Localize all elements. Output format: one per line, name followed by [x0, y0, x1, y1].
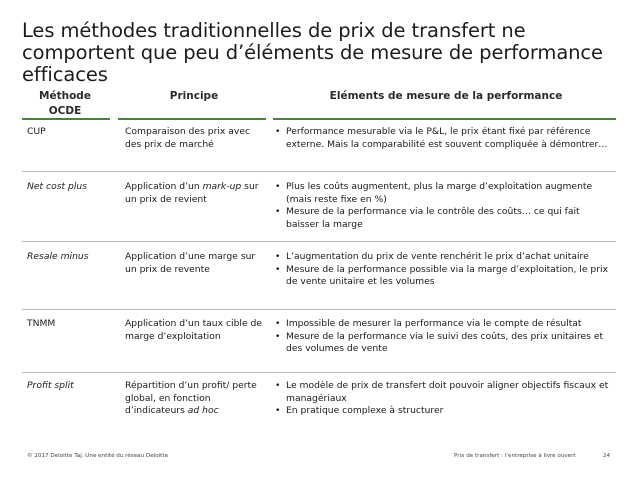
- header-principe-label: Principe: [169, 90, 219, 102]
- row-4-bullet-2: • Mesure de la performance via le suivi des coûts, des prix unitaires et des volumes de vente: [274, 331, 614, 356]
- row-5-principe-italic: ad hoc: [187, 405, 219, 417]
- row-2-bullet-2: • Mesure de la performance via le contrôle des coûts… ce qui fait baisser la marge: [274, 206, 614, 231]
- header-principe: [125, 89, 263, 104]
- row-3-bullet-1: • L’augmentation du prix de vente renchérit le prix d’achat unitaire: [274, 251, 614, 264]
- row-2-bullet-1: • Plus les coûts augmentent, plus la marge d’exploitation augmente (mais reste fixe en %): [274, 181, 614, 206]
- header-rule-methode: [22, 118, 110, 120]
- header-elements-label: Eléments de mesure de la performance: [329, 90, 563, 102]
- row-5-bullet-1: • Le modèle de prix de transfert doit pouvoir aligner objectifs fiscaux et managériaux: [274, 380, 614, 405]
- footer-page-number: 24: [603, 453, 611, 459]
- row-1-elements: [274, 126, 614, 151]
- row-divider-3: [22, 309, 616, 310]
- footer-copyright: © 2017 Deloitte Taj. Une entité du réseau Deloitte: [27, 453, 169, 459]
- header-methode-label: Méthode OCDE: [39, 90, 91, 117]
- row-2-elements: [274, 181, 614, 231]
- row-1-bullet-1: • Performance mesurable via le P&L, le prix étant fixé par référence externe. Mais la comparabilité est souvent compliquée à démontrer…: [274, 126, 614, 151]
- slide-title: Les méthodes traditionnelles de prix de transfert ne comportent que peu d’éléments de mesure de performance efficaces: [22, 19, 603, 86]
- row-5-principe-text: Répartition d’un profit/ perte global, en fonction d’indicateurs: [125, 380, 257, 417]
- row-5-elements: [274, 380, 614, 418]
- row-1-principe-text: Comparaison des prix avec des prix de marché: [125, 126, 251, 150]
- footer-doc-title: Prix de transfert : l’entreprise à livre ouvert: [454, 453, 576, 459]
- row-4-elements: [274, 318, 614, 356]
- row-5-method: Profit split: [27, 380, 74, 391]
- row-2-principe: [125, 181, 265, 206]
- row-4-principe-text: Application d’un taux cible de marge d’exploitation: [125, 318, 263, 342]
- header-elements: [278, 89, 614, 104]
- row-4-bullet-1: • Impossible de mesurer la performance via le compte de résultat: [274, 318, 614, 331]
- row-divider-2: [22, 241, 616, 242]
- row-divider-1: [22, 171, 616, 172]
- row-3-bullet-2: • Mesure de la performance possible via la marge d’exploitation, le prix de vente unitaire et les volumes: [274, 264, 614, 289]
- row-5-bullet-2: • En pratique complexe à structurer: [274, 405, 614, 418]
- row-1-principe: [125, 126, 265, 151]
- row-divider-4: [22, 372, 616, 373]
- row-2-principe-text-a: Application d’un: [125, 181, 203, 192]
- row-3-principe-text: Application d’une marge sur un prix de revente: [125, 251, 256, 275]
- header-rule-elements: [273, 118, 616, 120]
- row-2-principe-text-b: sur un prix de revient: [125, 181, 259, 205]
- row-4-method: TNMM: [27, 318, 56, 329]
- header-rule-principe: [118, 118, 266, 120]
- row-3-principe: [125, 251, 265, 276]
- row-5-principe: [125, 380, 265, 418]
- row-4-principe: [125, 318, 265, 343]
- row-2-principe-italic: mark-up: [202, 181, 242, 192]
- row-2-method: Net cost plus: [27, 181, 88, 192]
- header-methode: [30, 89, 100, 119]
- row-3-method: Resale minus: [27, 251, 89, 262]
- row-3-elements: [274, 251, 614, 289]
- row-1-method: CUP: [27, 126, 46, 137]
